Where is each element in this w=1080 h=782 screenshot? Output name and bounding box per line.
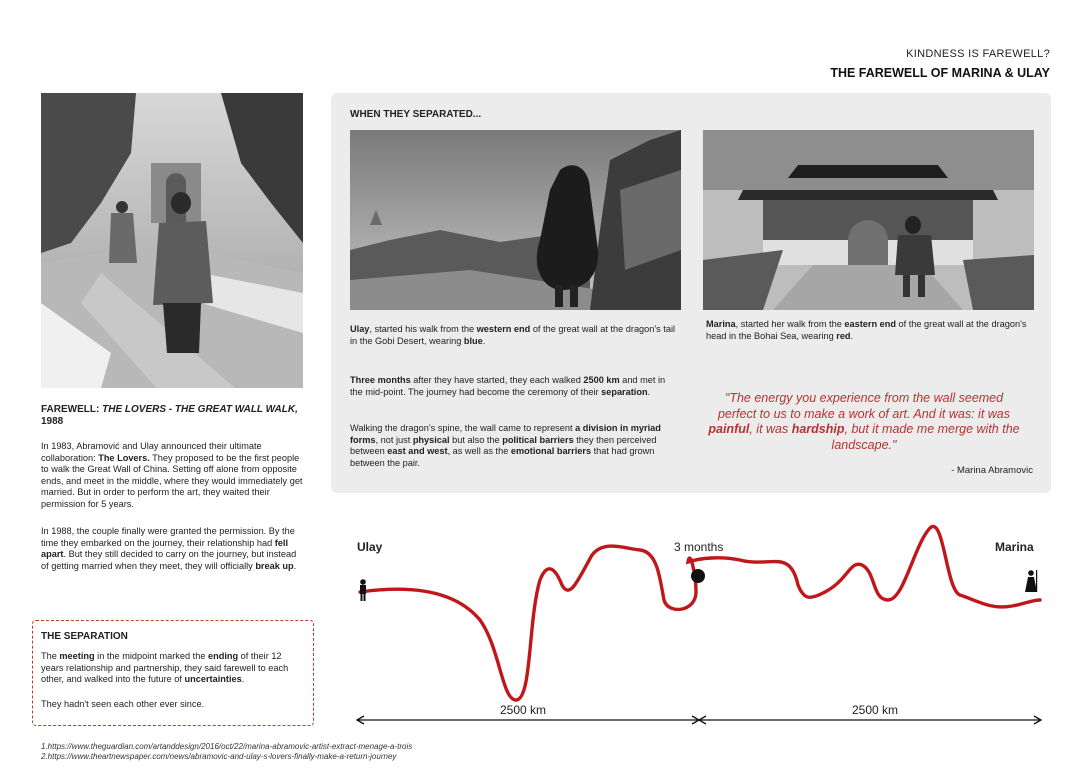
distance-arrow (357, 716, 1041, 724)
intro-paragraph: In 1983, Abramović and Ulay announced their ultimate collaboration: The Lovers. They proposed to be the first people to walk the Great Wall of China. Setting off alone from opposite ends, and meet in the middle, where they would immediately get married. But in order to perform the art, they waited their permission for 5 years. (41, 441, 303, 509)
label-marina: Marina (995, 540, 1034, 554)
page-title: THE FAREWELL OF MARINA & ULAY (830, 66, 1050, 80)
photo-marina-eastern-end (703, 130, 1034, 310)
marina-figure-icon (1025, 570, 1037, 592)
label-ulay: Ulay (357, 540, 383, 554)
separation-text: The meeting in the midpoint marked the ending of their 12 years relationship and partnership, they said farewell to each other, and walked into the future of uncertainties. (41, 651, 289, 684)
ulay-figure-icon (360, 579, 366, 601)
label-distance-west: 2500 km (500, 703, 547, 717)
header-kicker: KINDNESS IS FAREWELL? (906, 48, 1050, 60)
photo-caption: FAREWELL: THE LOVERS - THE GREAT WALL WALK, 1988 (41, 404, 298, 427)
label-three-months: 3 months (674, 540, 724, 554)
label-distance-east: 2500 km (852, 703, 899, 717)
marina-start-text: Marina, started her walk from the eastern end of the great wall at the dragon's head in the Bohai Sea, wearing red. (706, 319, 1027, 341)
separation-box (32, 620, 314, 726)
photo-great-wall-walk (41, 93, 303, 388)
great-wall-route-line (360, 526, 1040, 700)
marina-quote: "The energy you experience from the wall seemed perfect to us to make a work of art. And it was: it was painful, it was hardship, but it made me merge with the landscape." (708, 391, 1020, 452)
reference-2: 2.https://www.theartnewspaper.com/news/abramovic-and-ulay-s-lovers-finally-make-a-return-journey (41, 752, 397, 761)
dragon-spine-paragraph: Walking the dragon's spine, the wall came to represent a division in myriad forms, not just physical but also the political barriers they then perceived between east and west, as well as the emotional barriers that had grown between the pair. (350, 423, 661, 468)
references (41, 742, 412, 762)
meeting-paragraph: Three months after they have started, they each walked 2500 km and met in the mid-point. The journey had become the ceremony of their separation. (350, 375, 666, 397)
permission-paragraph: In 1988, the couple finally were granted the permission. By the time they embarked on the journey, their relationship had fell apart. But they still decided to carry on the journey, but instead of getting married when they meet, they will officially break up. (41, 526, 297, 571)
separation-closing: They hadn't seen each other ever since. (41, 699, 205, 709)
panel-title: WHEN THEY SEPARATED... (350, 109, 482, 120)
meeting-point-marker (691, 569, 705, 583)
reference-1: 1.https://www.theguardian.com/artanddesign/2016/oct/22/marina-abramovic-artist-extract-menage-a-trois (41, 742, 413, 751)
great-wall-journey-diagram (340, 515, 1060, 730)
quote-author: - Marina Abramovic (951, 465, 1033, 476)
separation-title: THE SEPARATION (41, 631, 128, 642)
ulay-start-text: Ulay, started his walk from the western end of the great wall at the dragon's tail in the Gobi Desert, wearing blue. (350, 324, 676, 346)
photo-ulay-western-end (350, 130, 681, 310)
